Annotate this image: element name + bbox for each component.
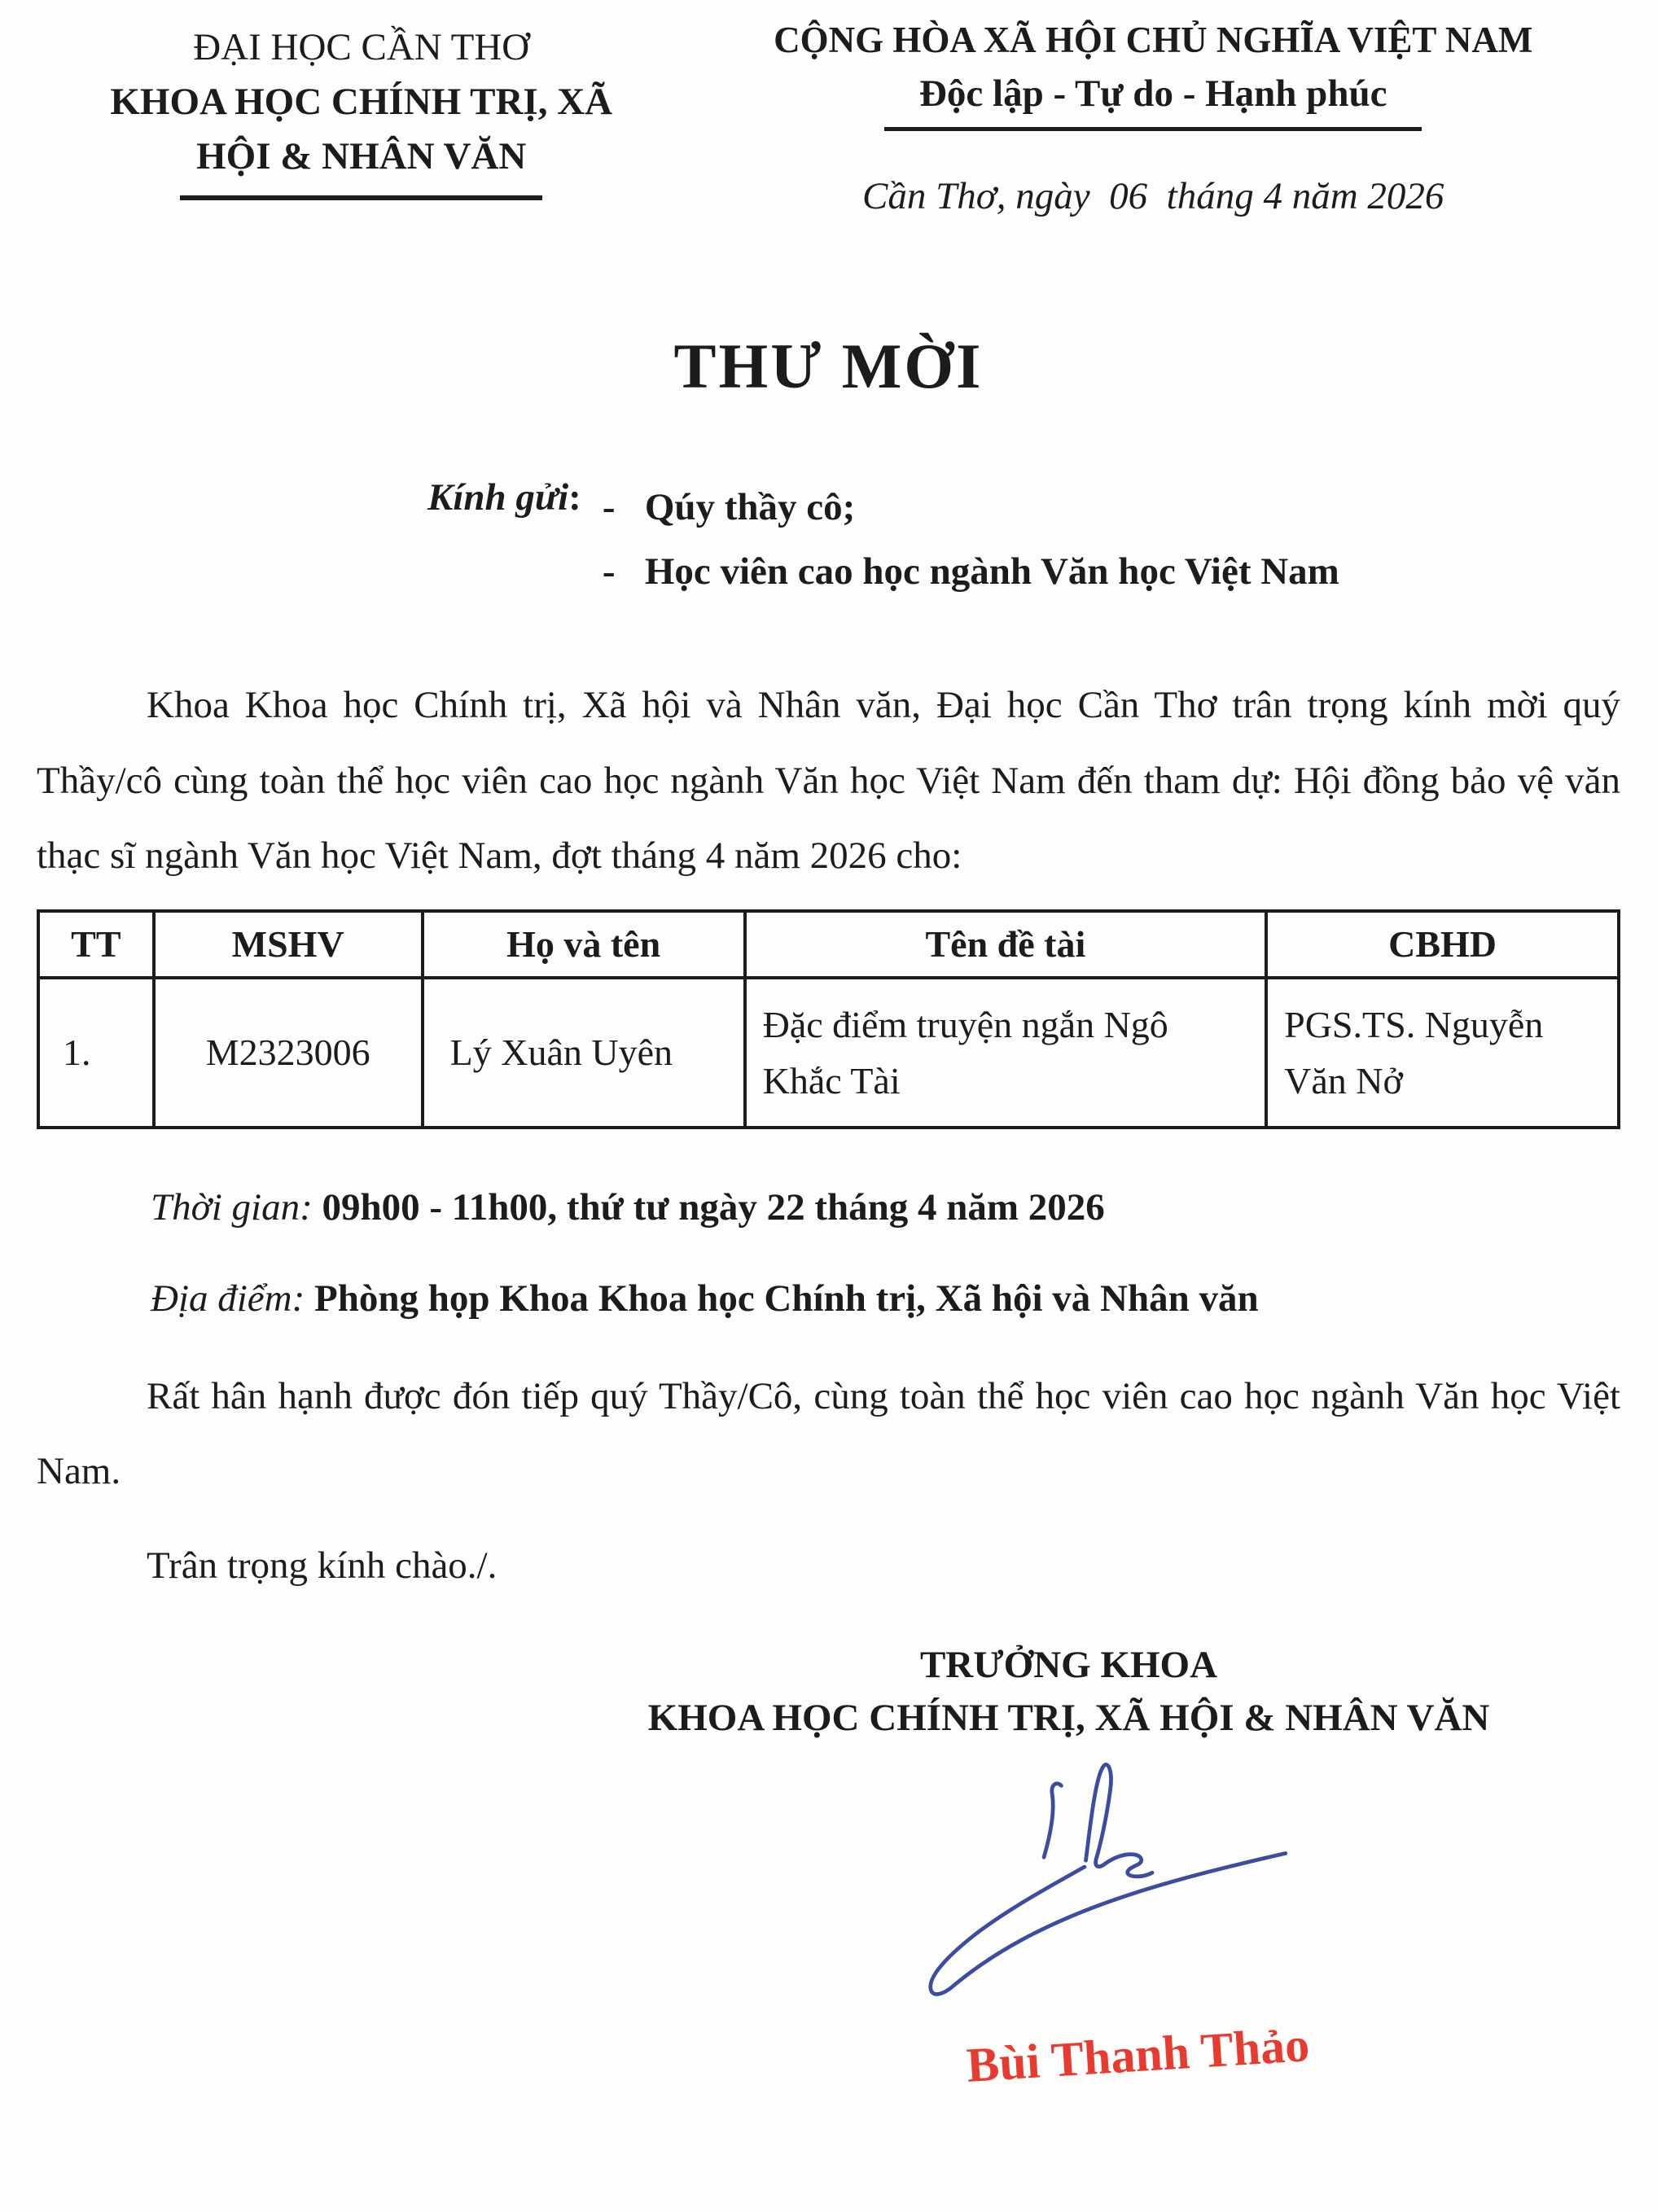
list-dash: - [602, 486, 616, 529]
col-header-topic: Tên đề tài [745, 911, 1267, 978]
document-title: THƯ MỜI [673, 330, 984, 401]
recipient-item [603, 475, 1339, 540]
salutation-block [427, 475, 1620, 604]
time-value: 09h00 - 11h00, thứ tư ngày 22 tháng 4 năm 2026 [322, 1185, 1105, 1229]
signature-block [562, 1639, 1576, 2092]
cell-tt: 1. [38, 978, 154, 1128]
header-national-motto [686, 15, 1620, 224]
recipient-text: Học viên cao học ngành Văn học Việt Nam [644, 550, 1339, 594]
recipient-text: Qúy thầy cô; [644, 486, 856, 529]
national-motto: Độc lập - Tự do - Hạnh phúc [918, 72, 1387, 115]
signer-position: TRƯỞNG KHOA [919, 1644, 1218, 1687]
place-and-date: Cần Thơ, ngày 06 tháng 4 năm 2026 [861, 175, 1444, 218]
cell-mshv: M2323006 [154, 978, 423, 1128]
col-header-name: Họ và tên [423, 911, 745, 978]
signer-department: KHOA HỌC CHÍNH TRỊ, XÃ HỘI & NHÂN VĂN [647, 1697, 1490, 1740]
handwritten-signature-icon [868, 1756, 1319, 2025]
place-value: Phòng họp Khoa Khoa học Chính trị, Xã hội và Nhân văn [314, 1277, 1259, 1320]
intro-paragraph: Khoa Khoa học Chính trị, Xã hội và Nhân văn, Đại học Cần Thơ trân trọng kính mời quý Thầy/cô cùng toàn thể học viên cao học ngành Văn học Việt Nam đến tham dự: Hội đồng bảo vệ văn thạc sĩ ngành Văn học Việt Nam, đợt tháng 4 năm 2026 cho: [37, 684, 1620, 877]
salutation-colon: : [568, 476, 581, 519]
place-line [37, 1271, 1620, 1326]
university-name: ĐẠI HỌC CẦN THƠ [193, 26, 530, 68]
col-header-tt: TT [38, 911, 154, 978]
header-right-underline [884, 127, 1422, 131]
faculty-name-line1: KHOA HỌC CHÍNH TRỊ, XÃ [110, 81, 613, 124]
time-line [37, 1180, 1620, 1235]
salutation-recipients [603, 475, 1339, 604]
cell-student-name: Lý Xuân Uyên [423, 978, 745, 1128]
place-label: Địa điểm: [151, 1277, 305, 1320]
table-row [38, 978, 1619, 1128]
list-dash: - [602, 550, 616, 594]
signer-name-stamp: Bùi Thanh Thảo [965, 2017, 1311, 2092]
col-header-cbhd: CBHD [1266, 911, 1619, 978]
cell-supervisor: PGS.TS. Nguyễn Văn Nở [1266, 978, 1619, 1128]
table-header-row [38, 911, 1619, 978]
time-label: Thời gian: [151, 1185, 313, 1229]
cell-thesis-topic: Đặc điểm truyện ngắn Ngô Khắc Tài [745, 978, 1267, 1128]
national-title: CỘNG HÒA XÃ HỘI CHỦ NGHĨA VIỆT NAM [774, 20, 1533, 60]
faculty-name-line2: HỘI & NHÂN VĂN [196, 134, 527, 177]
defense-schedule-table [37, 909, 1620, 1129]
farewell-line: Trân trọng kính chào./. [147, 1544, 498, 1588]
document-header [37, 15, 1620, 224]
col-header-mshv: MSHV [154, 911, 423, 978]
recipient-item [603, 540, 1339, 604]
header-left-underline [180, 195, 542, 200]
salutation-label: Kính gửi [427, 476, 569, 519]
closing-paragraph: Rất hân hạnh được đón tiếp quý Thầy/Cô, cùng toàn thể học viên cao học ngành Văn học Việt Nam. [37, 1375, 1620, 1493]
header-issuing-org [37, 15, 686, 200]
